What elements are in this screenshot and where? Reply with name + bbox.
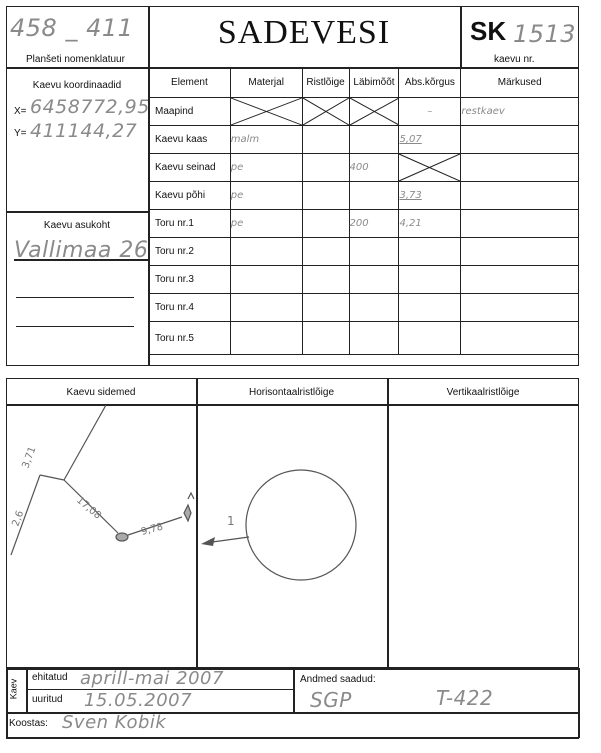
- row-element: Kaevu seinad: [149, 154, 231, 182]
- table-row: [149, 182, 579, 210]
- ehitatud-value: aprill-mai 2007: [80, 668, 224, 689]
- crossed-cell: [302, 98, 349, 126]
- row-abs: –: [399, 98, 461, 126]
- row-materjal: malm: [230, 126, 302, 154]
- form-title: SADEVESI: [217, 14, 391, 51]
- row-element: Toru nr.1: [149, 210, 231, 238]
- row-materjal: pe: [230, 210, 302, 238]
- andmed-label: Andmed saadud:: [300, 674, 376, 685]
- row-markused: [461, 154, 579, 182]
- well-number: 1513: [513, 20, 577, 48]
- table-header-row: [149, 68, 579, 98]
- table-row: [149, 294, 579, 322]
- koostas-label: Koostas:: [9, 718, 48, 729]
- sidemed-sketch: [6, 405, 196, 667]
- horisontaal-sketch: [197, 405, 387, 667]
- x-coordinate-label: X=: [14, 106, 27, 117]
- crossed-cell: [349, 98, 399, 126]
- row-element: Toru nr.2: [149, 238, 231, 266]
- nomenclature-value: 458 _ 411: [10, 14, 134, 42]
- annotation-9-78: 9,78: [139, 521, 165, 538]
- kaev-label: Kaev: [8, 678, 19, 700]
- row-labimoot: [349, 182, 399, 210]
- location-value: Vallimaa 26: [14, 238, 149, 263]
- well-label: kaevu nr.: [494, 54, 535, 65]
- row-markused: [461, 210, 579, 238]
- header-abs-korgus: Abs.kõrgus: [399, 68, 461, 98]
- row-ristloige: [302, 126, 349, 154]
- well-prefix: SK: [470, 16, 507, 46]
- uuritud-value: 15.05.2007: [84, 690, 193, 711]
- footer-bottom-line: [6, 737, 579, 739]
- row-materjal: pe: [230, 154, 302, 182]
- footer-kaev-divider: [26, 668, 28, 712]
- header-ristloige: Ristlõige: [302, 68, 349, 98]
- koostas-value: Sven Kobik: [62, 712, 167, 733]
- row-labimoot: [349, 126, 399, 154]
- row-element: Toru nr.4: [149, 294, 231, 322]
- row-element: Toru nr.3: [149, 266, 231, 294]
- andmed-value-1: SGP: [310, 688, 352, 712]
- row-ristloige: [302, 210, 349, 238]
- table-row: [149, 98, 579, 126]
- row-markused: [461, 182, 579, 210]
- y-coordinate-value: 411144,27: [30, 120, 138, 142]
- location-top-line: [6, 211, 148, 213]
- uuritud-label: uuritud: [32, 694, 63, 705]
- row-labimoot: 200: [349, 210, 399, 238]
- footer-right-edge: [578, 668, 580, 738]
- crossed-cell: [399, 154, 461, 182]
- row-abs: 4,21: [399, 210, 461, 238]
- x-coordinate-value: 6458772,95: [30, 96, 150, 118]
- crossed-cell: [230, 98, 302, 126]
- header-materjal: Materjal: [230, 68, 302, 98]
- table-row: [149, 210, 579, 238]
- annotation-3-71: 3,71: [20, 445, 39, 471]
- well-elements-table: [148, 67, 579, 355]
- row-markused: restkaev: [461, 98, 579, 126]
- row-element: Toru nr.5: [149, 322, 231, 355]
- andmed-value-2: T-422: [436, 686, 494, 710]
- row-ristloige: [302, 182, 349, 210]
- row-ristloige: [302, 154, 349, 182]
- annotation-17-08: 17,08: [74, 494, 104, 522]
- header-element: Element: [149, 68, 231, 98]
- footer-andmed-divider: [293, 668, 295, 712]
- row-labimoot: 400: [349, 154, 399, 182]
- y-coordinate-label: Y=: [14, 128, 27, 139]
- row-abs: 5,07: [399, 126, 461, 154]
- table-row: [149, 266, 579, 294]
- table-row: [149, 126, 579, 154]
- table-row: [149, 154, 579, 182]
- location-label: Kaevu asukoht: [43, 220, 111, 231]
- vertikaal-label: Vertikaalristlõige: [446, 387, 520, 398]
- row-materjal: pe: [230, 182, 302, 210]
- location-line-2: [16, 297, 134, 298]
- location-line-3: [16, 326, 134, 327]
- table-row: [149, 322, 579, 355]
- sidemed-label: Kaevu sidemed: [66, 387, 136, 398]
- horisontaal-label: Horisontaalristlõige: [248, 387, 335, 398]
- header-markused: Märkused: [461, 68, 579, 98]
- ehitatud-label: ehitatud: [32, 672, 68, 683]
- annotation-2-6: 2,6: [10, 509, 27, 529]
- table-row: [149, 238, 579, 266]
- row-abs: 3,73: [399, 182, 461, 210]
- row-element: Kaevu põhi: [149, 182, 231, 210]
- header-labimoot: Läbimõõt: [349, 68, 399, 98]
- row-element: Kaevu kaas: [149, 126, 231, 154]
- nomenclature-label: Planšeti nomenklatuur: [26, 54, 125, 65]
- horisontaal-annotation: 1: [227, 514, 235, 528]
- diagram-divider-2: [387, 378, 389, 668]
- coordinates-label: Kaevu koordinaadid: [32, 80, 122, 91]
- row-element: Maapind: [149, 98, 231, 126]
- row-markused: [461, 126, 579, 154]
- header-divider-right: [460, 6, 462, 68]
